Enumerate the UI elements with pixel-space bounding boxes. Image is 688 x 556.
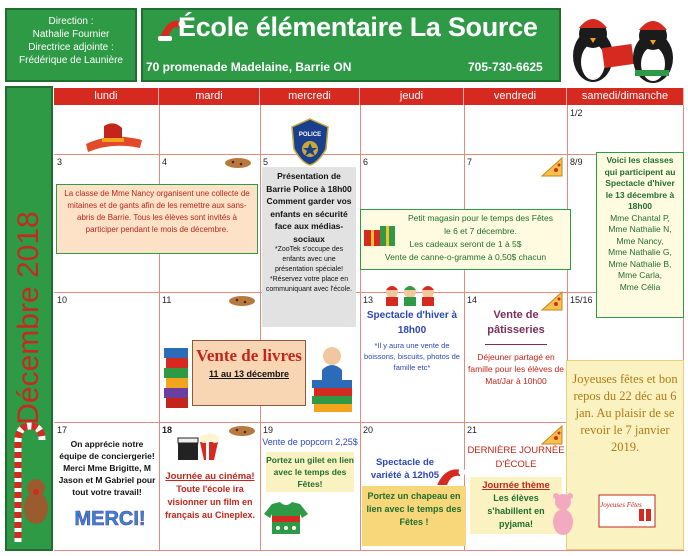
date-10: 10 — [57, 295, 68, 305]
winter-concert-note — [362, 308, 462, 373]
grid-line — [360, 105, 361, 551]
date-6: 6 — [363, 157, 369, 167]
day-header-jeudi: jeudi — [360, 88, 464, 105]
date-8-9: 8/9 — [570, 157, 583, 167]
bake-sale-note — [466, 308, 566, 387]
police-line-2: Comment garder vos enfants en sécurité face aux médias-sociaux — [266, 196, 352, 244]
merci-text: MERCI! — [74, 508, 146, 530]
winter-concert-title: Spectacle d'hiver à 18h00 — [366, 310, 458, 336]
sweater-day-text: Portez un gilet en lien avec le temps des Fêtes! — [266, 455, 354, 489]
market-line-1: Petit magasin pour le temps des Fêtes — [407, 213, 554, 223]
date-18: 18 — [162, 425, 173, 435]
pizza-slice-icon — [540, 156, 564, 178]
holiday-break-note — [566, 360, 684, 550]
date-19: 19 — [263, 425, 274, 435]
date-17: 17 — [57, 425, 68, 435]
director-name: Nathalie Fournier — [32, 29, 110, 40]
hat-day-note — [362, 486, 466, 546]
class-name: Mme Nathalie G, — [608, 247, 672, 257]
winter-concert-details: *Il y aura une vente de boissons, biscuits, photos de famille etc* — [364, 341, 460, 372]
cookie-icon — [228, 424, 256, 436]
market-line-4: Vente de canne-o-gramme à 0,50$ chacun — [384, 252, 547, 262]
vice-director-label: Directrice adjointe : — [28, 42, 114, 53]
last-day-title: DERNIÈRE JOURNÉE D'ÉCOLE — [467, 445, 565, 470]
holiday-break-text: Joyeuses fêtes et bon repos du 22 déc au 6 jan. Au plaisir de se revoir le 7 janvier 2019. — [572, 372, 678, 454]
mitten-collection-note: La classe de Mme Nancy organisent une collecte de mitaines et de gants afin de les remettre aux sans-abris de Barrie. Tous les élèves sont invités à participer pendant le mois de décembre. — [56, 184, 258, 254]
date-5: 5 — [263, 157, 269, 167]
book-stack-icon — [162, 338, 192, 418]
police-line-4: *Réservez votre place en communiquant avec l'école. — [265, 276, 353, 293]
direction-box — [5, 8, 137, 82]
school-phone: 705-730-6625 — [468, 60, 543, 74]
class-name: Mme Chantal P, — [610, 212, 670, 223]
day-header-vendredi: vendredi — [464, 88, 567, 105]
date-21: 21 — [467, 425, 478, 435]
police-line-1: Présentation de Barrie Police à 18h00 — [266, 171, 352, 194]
popcorn-clapperboard-icon — [176, 428, 220, 462]
popcorn-sale-note — [262, 436, 358, 492]
merci-sign — [68, 506, 152, 530]
date-11: 11 — [162, 295, 172, 305]
hat-day-text: Portez un chapeau en lien avec le temps des Fêtes ! — [366, 491, 462, 527]
family-breakfast-note: Déjeuner partagé en famille pour les élèves de Mat/Jar à 10h00 — [468, 352, 564, 386]
theme-day-title: Journée thème — [482, 480, 550, 491]
popcorn-sale-title: Vente de popcorn 2,25$ — [262, 437, 358, 447]
grid-line — [260, 105, 261, 551]
candy-cane-reindeer-icon — [4, 412, 54, 550]
date-14: 14 — [467, 295, 478, 305]
variety-show-title: Spectacle de variété à 12h05 — [370, 457, 440, 481]
police-badge-text: POLICE — [298, 132, 322, 138]
grid-line — [54, 550, 684, 551]
scarf-mittens-icon — [82, 122, 146, 154]
police-presentation-note — [262, 167, 356, 327]
cookie-icon — [228, 294, 256, 306]
date-15-16: 15/16 — [570, 295, 593, 305]
divider — [485, 344, 547, 345]
vice-director-name: Frédérique de Launière — [19, 55, 123, 66]
date-3: 3 — [57, 157, 63, 167]
holiday-card-text: Joyeuses Fêtes — [600, 501, 642, 509]
classes-intro: Voici les classes qui participent au Spectacle d'hiver — [604, 155, 676, 188]
direction-label: Direction : — [48, 16, 94, 27]
police-line-3: *ZooTek s'occupe des enfants avec une présentation spéciale! — [274, 246, 344, 273]
gift-boxes-icon — [362, 220, 398, 248]
police-badge-icon — [288, 117, 332, 167]
book-fair-title: Vente de livres — [196, 346, 302, 365]
class-name: Mme Célia — [619, 281, 661, 292]
grid-line — [54, 154, 684, 155]
market-line-2: le 6 et 7 décembre. — [444, 226, 517, 236]
child-reading-books-icon — [308, 340, 358, 420]
winter-concert-classes-note — [596, 152, 684, 318]
cookie-icon — [224, 156, 252, 168]
cinema-day-title: Journée au cinéma! — [165, 471, 255, 482]
book-fair-dates: 11 au 13 décembre — [208, 369, 290, 379]
class-name: Mme Nathalie B, — [608, 258, 672, 269]
teddy-bear-icon — [550, 492, 576, 538]
class-name: Mme Nancy, — [616, 235, 664, 246]
day-header-mardi: mardi — [159, 88, 260, 105]
date-20: 20 — [363, 425, 374, 435]
school-title: École élémentaire La Source — [178, 12, 538, 42]
pyjama-day-text: Les élèves s'habillent en pyjama! — [487, 493, 545, 529]
class-name: Mme Nathalie N, — [608, 224, 672, 234]
school-address: 70 promenade Madelaine, Barrie ON — [146, 60, 352, 74]
bake-sale-title: Vente de pâtisseries — [487, 309, 545, 336]
date-4: 4 — [162, 157, 168, 167]
caroling-penguins-illustration — [563, 6, 685, 86]
cinema-day-text: Toute l'école ira visionner un film en français au Cineplex. — [164, 484, 256, 520]
cinema-day-note — [162, 470, 258, 522]
grid-line — [54, 292, 684, 293]
month-label: Décembre 2018 — [12, 211, 45, 425]
holiday-sweater-icon — [262, 500, 310, 536]
book-fair-banner — [192, 340, 306, 406]
grid-line — [159, 105, 160, 551]
date-1-2: 1/2 — [570, 108, 583, 118]
holiday-card-icon — [597, 491, 657, 531]
classes-date: le 13 décembre à 18h00 — [605, 189, 675, 211]
custodian-thanks-note: On apprécie notre équipe de conciergerie! Merci Mme Brigitte, M Jason et M Gabriel pour tout votre travail! — [58, 439, 156, 497]
carolers-icon — [382, 284, 438, 306]
class-name: Mme Carla, — [618, 270, 662, 280]
date-7: 7 — [467, 157, 473, 167]
market-line-3: Les cadeaux seront de 1 à 5$ — [409, 239, 522, 249]
date-13: 13 — [363, 295, 374, 305]
day-header-mercredi: mercredi — [260, 88, 360, 105]
day-header-lundi: lundi — [54, 88, 159, 105]
day-header-weekend: samedi/dimanche — [567, 88, 684, 105]
pizza-slice-icon — [540, 424, 564, 446]
